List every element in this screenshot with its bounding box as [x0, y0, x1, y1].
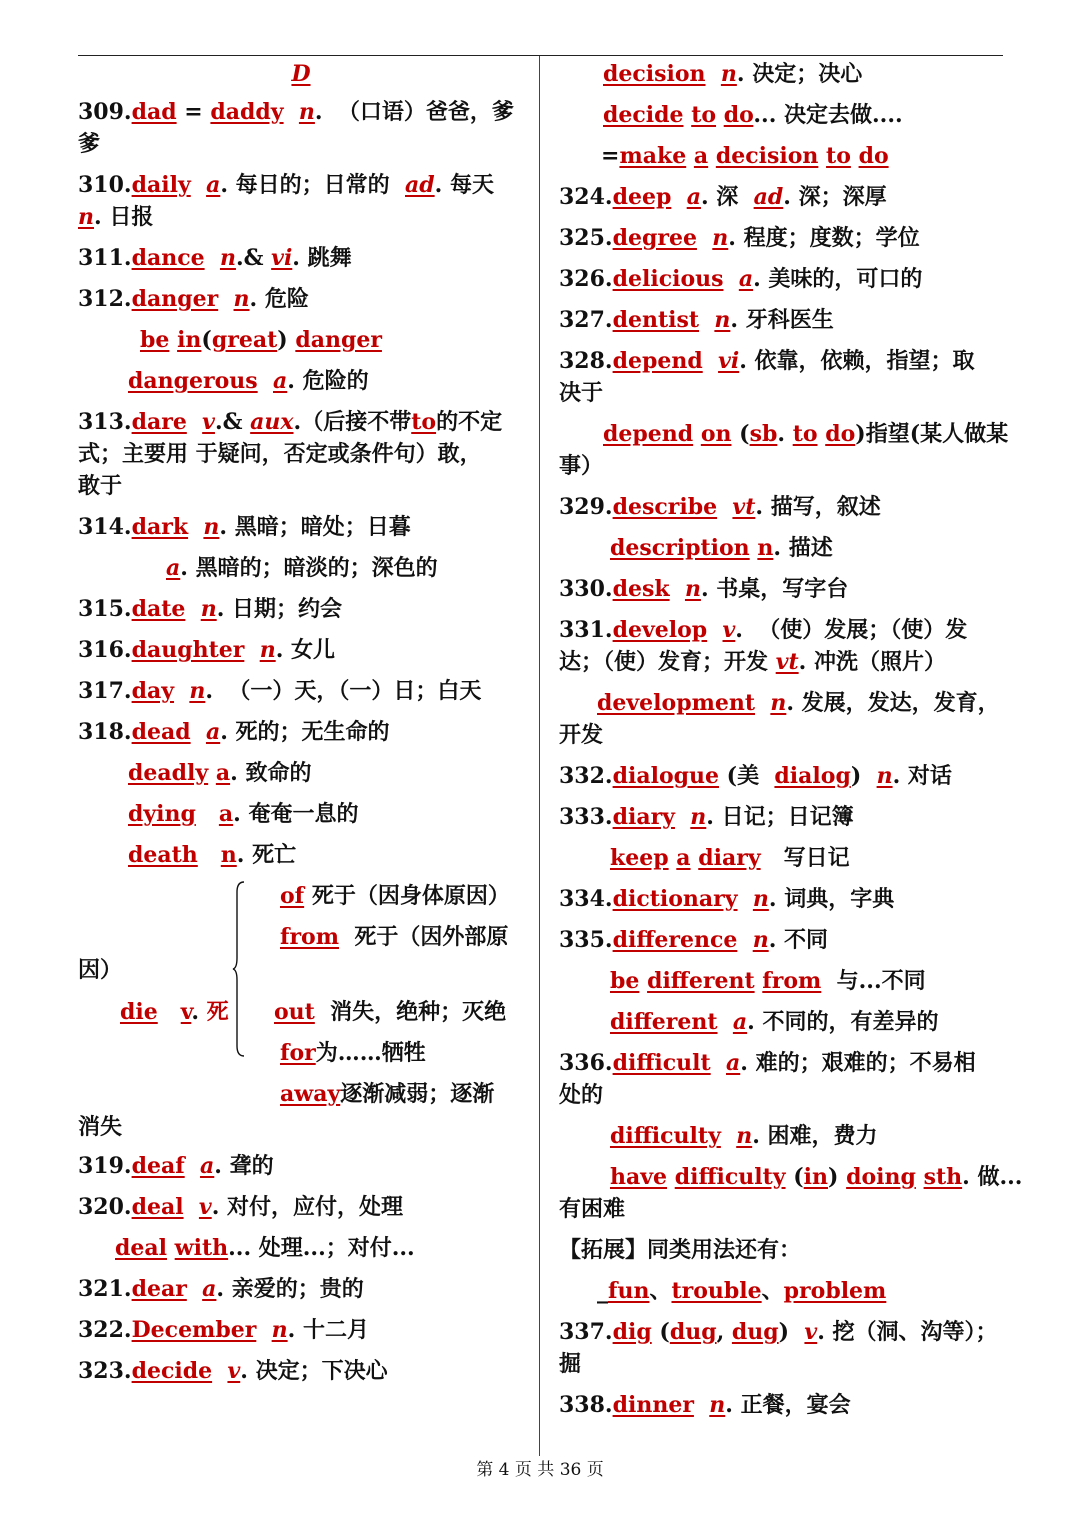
entry-327: 327.dentist n. 牙科医生 [559, 307, 834, 333]
entry-314: 314.dark n. 黑暗；暗处；日暮 a. 黑暗的；暗淡的；深色的 [78, 514, 438, 581]
entry-334: 334.dictionary n. 词典，字典 [559, 886, 895, 912]
die-from: from 死于（因外部原 [280, 924, 509, 950]
brace-icon [232, 880, 246, 1058]
entry-decision: decision n. 决定；决心 [603, 61, 863, 87]
die-of: of 死于（因身体原因） [280, 883, 510, 909]
entry-330: 330.desk n. 书桌，写字台 [559, 576, 849, 602]
die-word: die v. 死 [120, 999, 229, 1025]
right-column [559, 58, 1023, 1430]
entry-310: 310.daily a. 每日的；日常的 ad. 每天 n. 日报 [78, 172, 494, 230]
entry-322: 322.December n. 十二月 [78, 1317, 369, 1343]
entry-337: 337.dig (dug, dug) v. 挖（洞、沟等）； 掘 [559, 1319, 998, 1377]
die-out: out 消失，绝种；灭绝 [274, 999, 507, 1025]
entry-315: 315.date n. 日期；约会 [78, 596, 343, 622]
entry-make-decision: =make a decision to do [601, 143, 889, 169]
section-heading [78, 58, 524, 90]
entry-331: 331.develop v. （使）发展；（使）发 达；（使）发育；开发 vt. 冲洗（照片） development n. 发展，发达，发育， 开发 [559, 617, 1000, 748]
die-away-cont: 消失 [78, 1114, 123, 1140]
entry-321: 321.dear a. 亲爱的；贵的 [78, 1276, 364, 1302]
extension-words: _fun、trouble、problem [597, 1278, 887, 1304]
entry-309: 309.dad = daddy n. （口语）爸爸，爹 爹 [78, 99, 514, 157]
die-for: for为……牺牲 [280, 1040, 426, 1066]
entry-323: 323.decide v. 决定；下决心 [78, 1358, 388, 1384]
entry-324: 324.deep a. 深 ad. 深；深厚 [559, 184, 887, 210]
entry-317: 317.day n. （一）天，（一）日；白天 [78, 678, 482, 704]
die-away: away逐渐减弱；逐渐 [280, 1081, 495, 1107]
entry-312: 312.danger n. 危险 be in(great) danger dangerous a. 危险的 [78, 286, 382, 394]
entry-336: 336.difficult a. 难的；艰难的；不易相 处的 difficulty n. 困难，费力 have difficulty (in) doing sth. 做... 有困难 【拓展】同类用法还有： _fun、trouble、problem [559, 1047, 1005, 1307]
top-rule [78, 55, 1003, 56]
die-from-cont: 因） [78, 957, 123, 983]
entry-329: 329.describe vt. 描写，叙述 description n. 描述 [559, 494, 881, 561]
entry-335: 335.difference n. 不同 be different from 与...不同 different a. 不同的，有差异的 [559, 927, 939, 1035]
entry-316: 316.daughter n. 女儿 [78, 637, 336, 663]
die-phrase-block [78, 880, 524, 1150]
extension-note: 【拓展】同类用法还有： [559, 1237, 802, 1263]
entry-338: 338.dinner n. 正餐，宴会 [559, 1392, 851, 1418]
left-column [78, 58, 524, 1396]
entry-319: 319.deaf a. 聋的 [78, 1153, 274, 1179]
entry-325: 325.degree n. 程度；度数；学位 [559, 225, 920, 251]
entry-328: 328.depend vi. 依靠，依赖，指望；取 决于 depend on (sb. to do)指望(某人做某 事） [559, 348, 1009, 479]
entry-decide-to: decide to do... 决定去做.... [603, 102, 903, 128]
page-footer: 第 4 页 共 36 页 [476, 1460, 604, 1480]
entry-311: 311.dance n.& vi. 跳舞 [78, 245, 352, 271]
entry-313: 313.dare v.& aux.（后接不带to的不定 式；主要用 于疑问，否定或条件句）敢， 敢于 [78, 409, 503, 499]
entry-318: 318.dead a. 死的；无生命的 deadly a. 致命的 dying a. 奄奄一息的 death n. 死亡 [78, 719, 390, 868]
entry-320: 320.deal v. 对付，应付，处理 deal with... 处理...；对付... [78, 1194, 415, 1261]
section-letter: D [291, 61, 311, 87]
column-divider [539, 56, 540, 1456]
entry-333: 333.diary n. 日记；日记簿 keep a diary 写日记 [559, 804, 854, 871]
entry-332: 332.dialogue (美 dialog) n. 对话 [559, 763, 952, 789]
entry-326: 326.delicious a. 美味的，可口的 [559, 266, 923, 292]
